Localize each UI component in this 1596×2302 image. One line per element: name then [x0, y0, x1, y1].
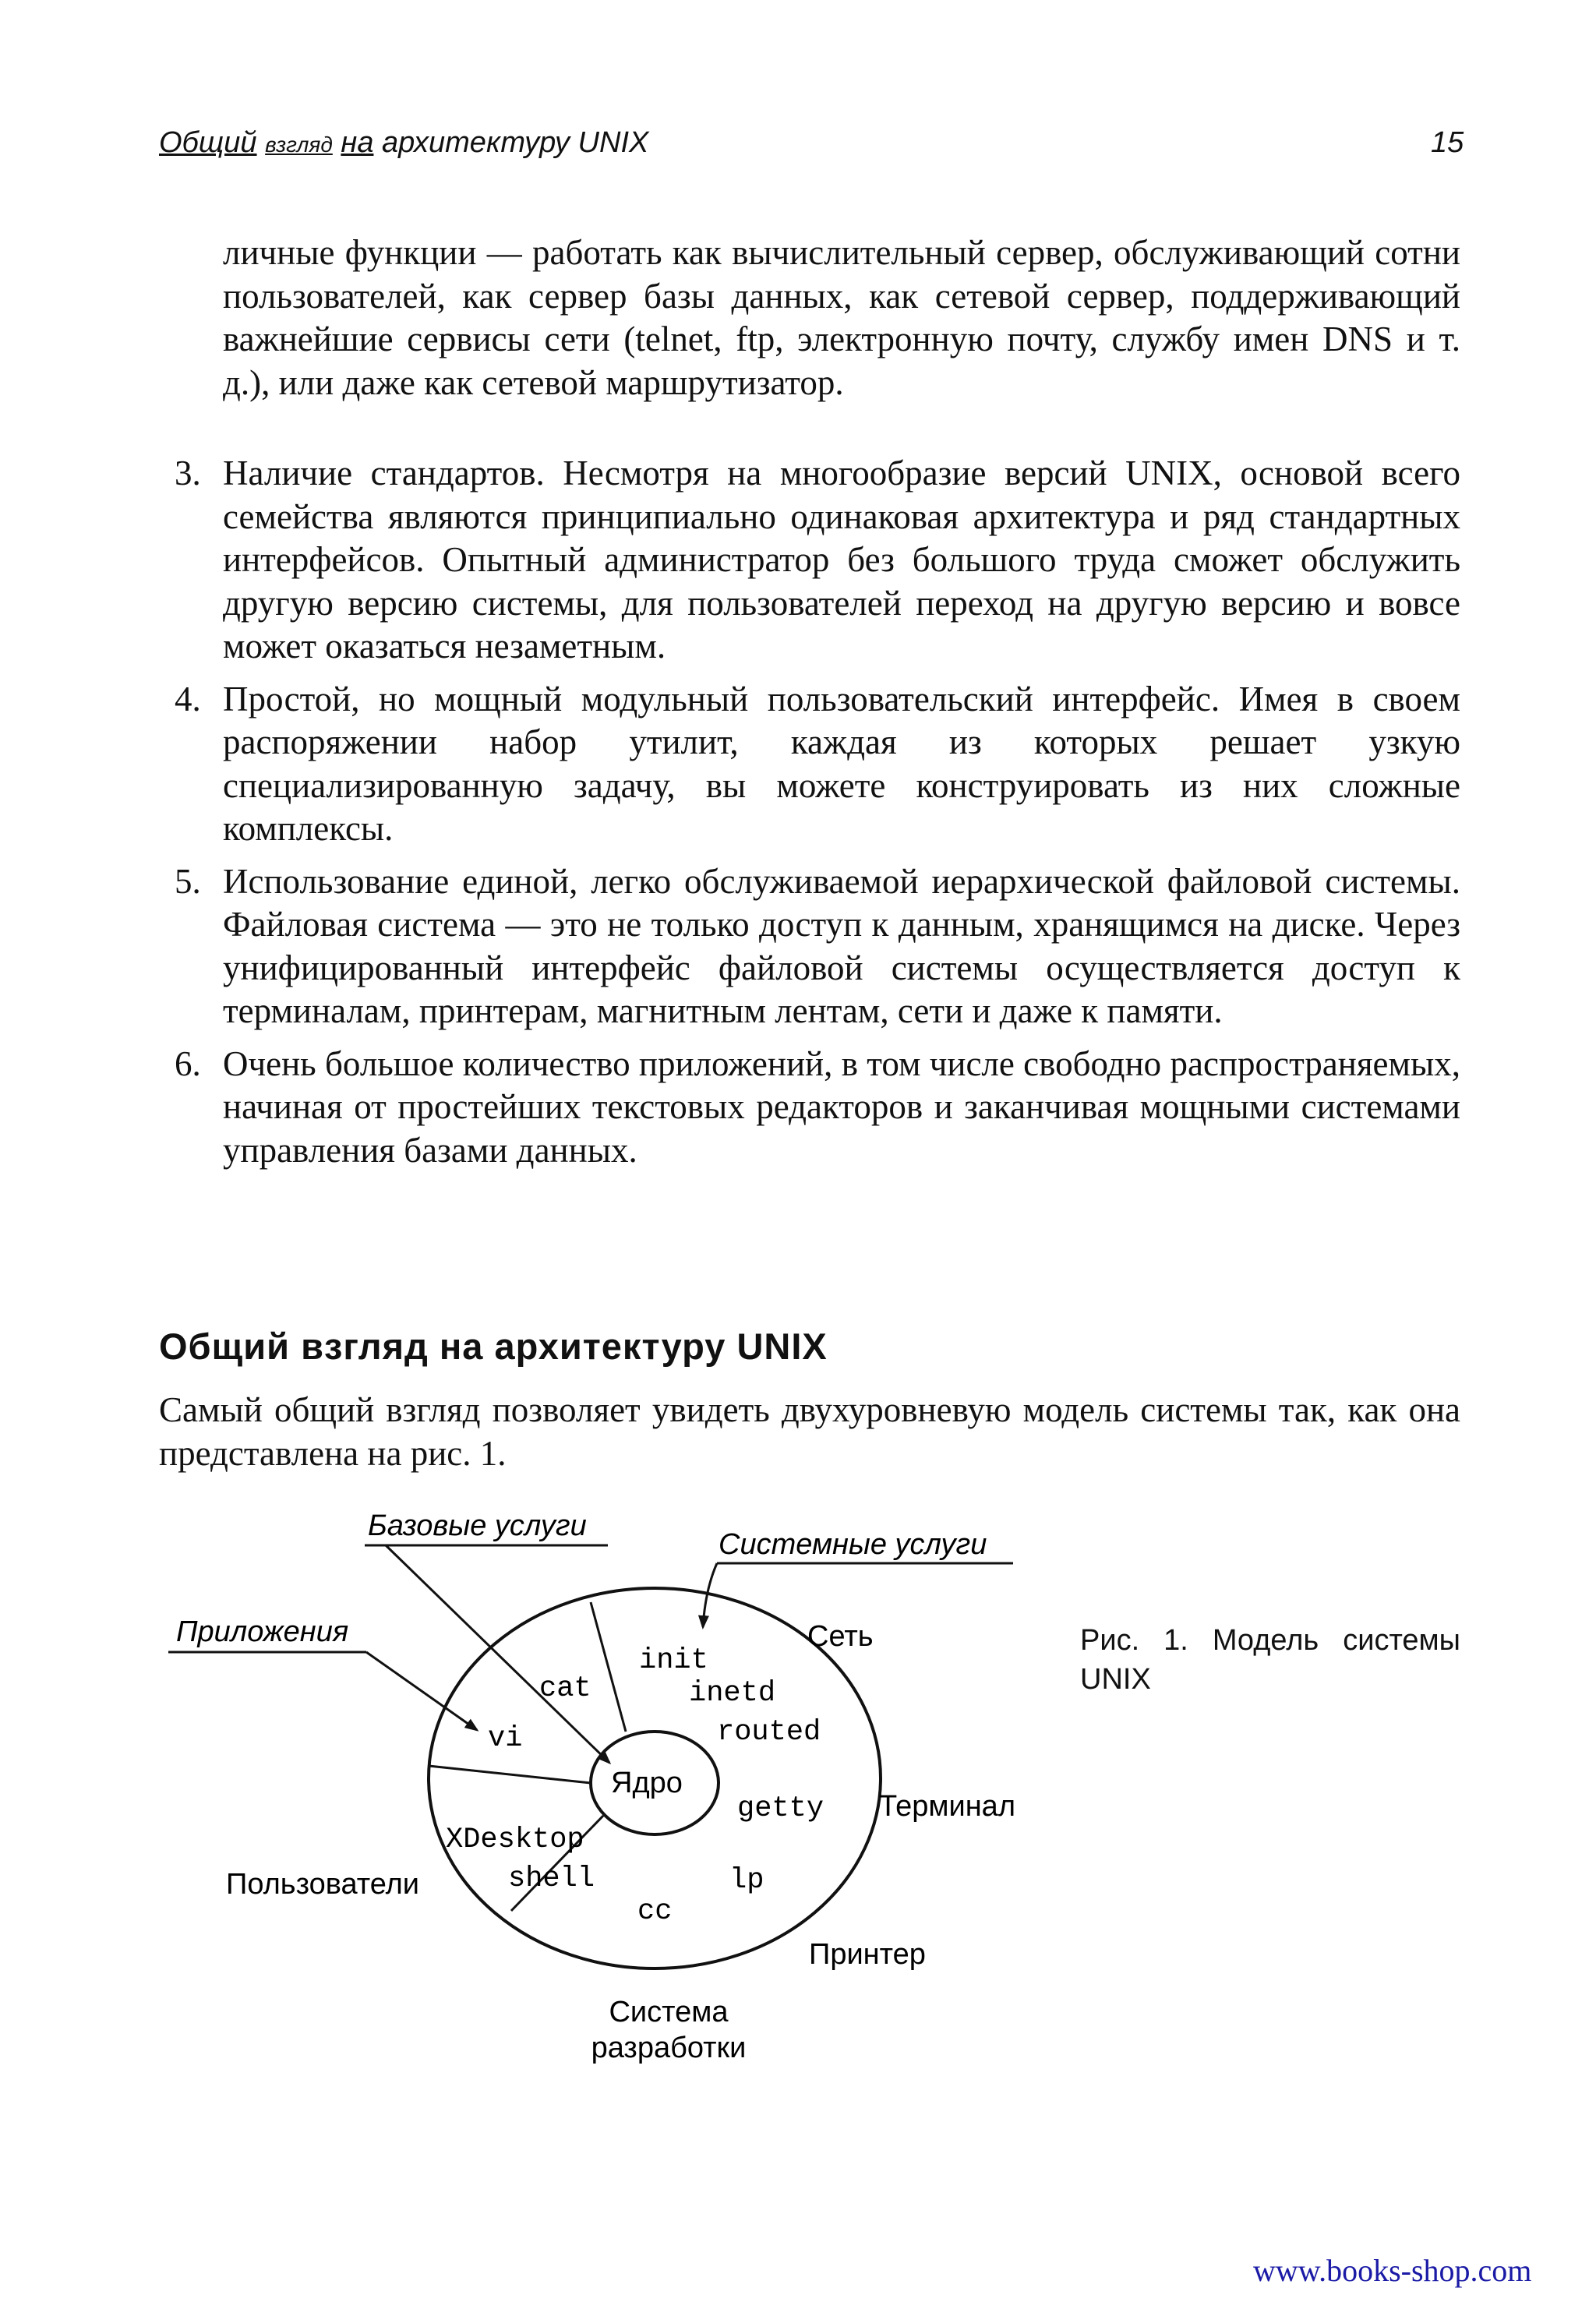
divider-top [591, 1602, 626, 1732]
label-printer: Принтер [809, 1938, 926, 1971]
list-item: 6. Очень большое количество приложений, в том числе свободно распространяемых, начиная от простейших текстовых редакторов и заканчивая мощными системами управления базами данных. [175, 1043, 1460, 1170]
label-network: Сеть [807, 1620, 874, 1653]
cmd-xdesktop: XDesktop [446, 1824, 584, 1856]
running-header-word2: взгляд [265, 132, 333, 157]
label-development-line1: Система [609, 1996, 729, 2028]
label-development-line2: разработки [591, 2032, 747, 2064]
cmd-shell: shell [508, 1862, 595, 1895]
section-intro: Самый общий взгляд позволяет увидеть двухуровневую модель системы так, как она представлена на рис. 1. [159, 1390, 1460, 1473]
section-heading: Общий взгляд на архитектуру UNIX [159, 1326, 828, 1367]
cmd-lp: lp [729, 1864, 764, 1897]
cmd-routed: routed [717, 1716, 821, 1749]
feature-list [175, 452, 1460, 1181]
cmd-getty: getty [737, 1792, 824, 1825]
running-header [159, 126, 648, 160]
cmd-vi: vi [488, 1722, 523, 1755]
cmd-cc: cc [637, 1895, 673, 1928]
running-header-word1: Общий [159, 126, 257, 159]
label-system-services: Системные услуги [719, 1528, 987, 1561]
figure-caption: Рис. 1. Модель системы UNIX [1080, 1624, 1460, 1696]
footer-link[interactable]: www.books-shop.com [1253, 2253, 1532, 2288]
cmd-inetd: inetd [689, 1677, 776, 1710]
list-item: 3. Наличие стандартов. Несмотря на многообразие версий UNIX, основой всего семейства являются принципиально одинаковая архитектура и ряд стандартных интерфейсов. Опытный администратор без большого труда сможет обслужить другую версию системы, для пользователей переход на другую версию и вовсе может оказаться незаметным. [175, 454, 1460, 666]
applications-arrow [366, 1652, 477, 1730]
running-header-word4: архитектуру UNIX [382, 126, 649, 159]
label-terminal: Терминал [879, 1790, 1015, 1823]
unix-model-diagram [0, 1481, 1596, 2104]
page-number: 15 [1431, 126, 1464, 159]
cmd-cat: cat [539, 1672, 591, 1705]
list-item: 4. Простой, но мощный модульный пользовательский интерфейс. Имея в своем распоряжении набор утилит, каждая из которых решает узкую специализированную задачу, вы можете конструировать из них сложные комплексы. [175, 679, 1460, 848]
label-users: Пользователи [226, 1868, 420, 1901]
kernel-label: Ядро [611, 1767, 683, 1799]
divider-left [429, 1766, 591, 1783]
cmd-init: init [639, 1644, 708, 1677]
list-item: 5. Использование единой, легко обслуживаемой иерархической файловой системы. Файловая система — это не только доступ к данным, хранящимся на диске. Через унифицированный интерфейс файловой системы осуществляется доступ к терминалам, принтерам, магнитным лентам, сети и даже к памяти. [175, 861, 1460, 1030]
label-base-services: Базовые услуги [368, 1509, 587, 1542]
running-header-word3: на [341, 126, 374, 159]
label-applications: Приложения [176, 1615, 349, 1648]
continuation-paragraph: личные функции — работать как вычислительный сервер, обслуживающий сотни пользователей, как сервер базы данных, как сетевой сервер, поддерживающий важнейшие сервисы сети (telnet, ftp, электронную почту, службу имен DNS и т. д.), или даже как сетевой маршрутизатор. [223, 233, 1460, 402]
